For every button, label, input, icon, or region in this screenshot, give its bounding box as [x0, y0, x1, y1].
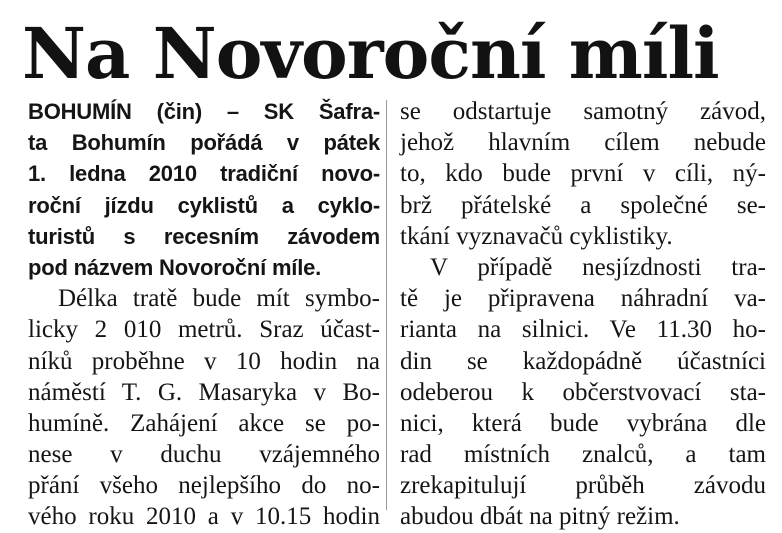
body-line: níků proběhne v 10 hodin na — [28, 347, 380, 375]
body-line: jehož hlavním cílem nebude — [400, 129, 766, 157]
body-line: zrekapitulují průběh závodu — [400, 472, 766, 500]
lead-line: BOHUMÍN (čin) – SK Šafra- — [28, 99, 380, 124]
body-line: humíně. Zahájení akce se po- — [28, 409, 380, 437]
lead-line: pod názvem Novoroční míle. — [28, 254, 322, 280]
body-line: brž přátelské a společné se- — [400, 191, 766, 219]
lead-line: turistů s recesním závodem — [28, 223, 380, 249]
column-divider — [386, 100, 387, 510]
body-line: nici, která bude vybrána dle — [400, 409, 766, 437]
body-line: V případě nesjízdnosti tra- — [430, 253, 766, 281]
body-line: vého roku 2010 a v 10.15 hodin — [28, 503, 380, 531]
body-line: rianta na silnici. Ve 11.30 ho- — [400, 316, 766, 344]
lead-line: ta Bohumín pořádá v pátek — [28, 130, 380, 156]
article-right-column — [400, 96, 766, 533]
body-line: to, kdo bude první v cíli, ný- — [400, 160, 766, 188]
lead-line: 1. ledna 2010 tradiční novo- — [28, 161, 380, 187]
body-line: din se každopádně účastníci — [400, 347, 766, 375]
body-line: přání všeho nejlepšího do no- — [28, 472, 380, 500]
body-line: licky 2 010 metrů. Sraz účast- — [28, 316, 380, 344]
body-line: se odstartuje samotný závod, — [400, 98, 766, 125]
lead-line: roční jízdu cyklistů a cyklo- — [28, 192, 380, 218]
article-headline: Na Novoroční míli — [22, 12, 719, 95]
body-line: tkání vyznavačů cyklistiky. — [400, 222, 673, 250]
body-line: tě je připravena náhradní va- — [400, 285, 766, 313]
body-line: rad místních znalců, a tam — [400, 441, 766, 469]
body-line: Délka tratě bude mít symbo- — [58, 285, 380, 313]
body-line: abudou dbát na pitný režim. — [400, 503, 680, 531]
article-left-column — [28, 96, 380, 533]
body-line: náměstí T. G. Masaryka v Bo- — [28, 378, 380, 406]
body-line: nese v duchu vzájemného — [28, 441, 380, 469]
body-line: odeberou k občerstvovací sta- — [400, 378, 766, 406]
